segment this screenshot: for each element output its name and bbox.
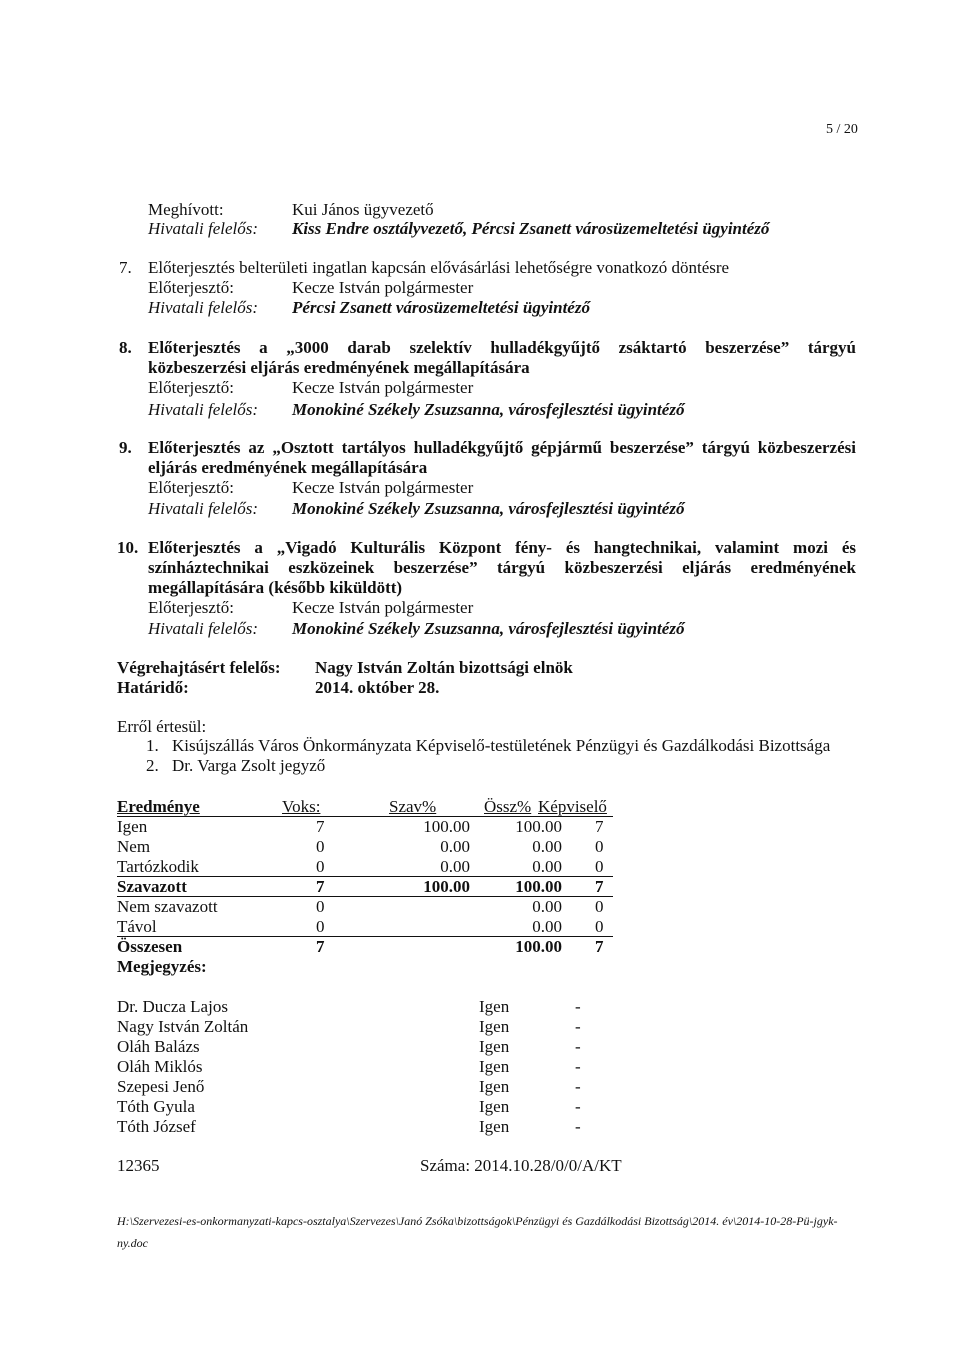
- row-voks: 7: [316, 817, 325, 836]
- row-label: Távol: [117, 917, 157, 936]
- eloterjeszto-label: Előterjesztő:: [148, 598, 234, 617]
- table-header: Szav%: [389, 797, 437, 816]
- row-label: Összesen: [117, 937, 183, 956]
- voter-extra: -: [575, 1037, 581, 1056]
- voter-name: Oláh Balázs: [117, 1037, 200, 1056]
- item-title: Előterjesztés a „3000 darab szelektív hulladékgyűjtő zsáktartó beszerzése” tárgyú: [148, 338, 856, 357]
- felelos-label: Hivatali felelős:: [148, 400, 259, 419]
- row-voks: 0: [316, 897, 325, 916]
- item-number: 8.: [119, 338, 132, 357]
- voter-name: Nagy István Zoltán: [117, 1017, 249, 1036]
- eloterjeszto-label: Előterjesztő:: [148, 478, 234, 497]
- row-ossz: 0.00: [532, 837, 562, 856]
- voter-name: Tóth Gyula: [117, 1097, 195, 1116]
- row-label: Nem szavazott: [117, 897, 218, 916]
- felelos-value: Pércsi Zsanett városüzemeltetési ügyintéző: [292, 298, 590, 317]
- hatarido-value: 2014. október 28.: [315, 678, 440, 697]
- row-kepv: 0: [595, 917, 604, 936]
- table-header: Képviselő: [538, 797, 607, 816]
- row-ossz: 100.00: [515, 937, 562, 956]
- row-label: Igen: [117, 817, 148, 836]
- table-header: Eredménye: [117, 797, 200, 816]
- eloterjeszto-value: Kecze István polgármester: [292, 278, 474, 297]
- row-label: Nem: [117, 837, 151, 856]
- voter-extra: -: [575, 997, 581, 1016]
- document-id: 12365: [117, 1156, 160, 1175]
- document-number: Száma: 2014.10.28/0/0/A/KT: [420, 1156, 622, 1175]
- voter-name: Tóth József: [117, 1117, 196, 1136]
- felelos-label: Hivatali felelős:: [148, 219, 259, 238]
- eloterjeszto-label: Előterjesztő:: [148, 378, 234, 397]
- voter-vote: Igen: [479, 1057, 510, 1076]
- row-ossz: 0.00: [532, 897, 562, 916]
- notify-number: 2.: [146, 756, 159, 775]
- footer-file-path: H:\Szervezesi-es-onkormanyzati-kapcs-osztalya\Szervezes\Janó Zsóka\bizottságok\Pénzügyi és Gazdálkodási Bizottság\2014. év\2014-10-28-Pü-jgyk-ny.doc: [117, 1214, 838, 1250]
- voter-extra: -: [575, 1057, 581, 1076]
- page-number: 5 / 20: [826, 122, 858, 137]
- row-label: Tartózkodik: [117, 857, 199, 876]
- row-kepv: 7: [595, 937, 604, 956]
- voter-vote: Igen: [479, 1017, 510, 1036]
- voter-name: Szepesi Jenő: [117, 1077, 205, 1096]
- voter-vote: Igen: [479, 1037, 510, 1056]
- vegrehajtas-value: Nagy István Zoltán bizottsági elnök: [315, 658, 573, 677]
- item-number: 7.: [119, 258, 132, 277]
- item-title: Előterjesztés a „Vigadó Kulturális Központ fény- és hangtechnikai, valamint mozi és: [148, 538, 856, 557]
- meghivott-label: Meghívott:: [148, 200, 224, 219]
- eloterjeszto-value: Kecze István polgármester: [292, 598, 474, 617]
- voter-extra: -: [575, 1097, 581, 1116]
- row-ossz: 100.00: [515, 817, 562, 836]
- item-number: 9.: [119, 438, 132, 457]
- item-title: közbeszerzési eljárás eredményének megállapítására: [148, 358, 530, 377]
- felelos-label: Hivatali felelős:: [148, 619, 259, 638]
- eloterjeszto-value: Kecze István polgármester: [292, 378, 474, 397]
- eloterjeszto-label: Előterjesztő:: [148, 278, 234, 297]
- row-voks: 0: [316, 917, 325, 936]
- notify-item: Kisújszállás Város Önkormányzata Képviselő-testületének Pénzügyi és Gazdálkodási Bizottsága: [172, 736, 831, 755]
- voter-extra: -: [575, 1017, 581, 1036]
- row-voks: 0: [316, 857, 325, 876]
- row-kepv: 0: [595, 857, 604, 876]
- felelos-value: Monokiné Székely Zsuzsanna, városfejlesztési ügyintéző: [292, 499, 685, 518]
- item-title: eljárás eredményének megállapítására: [148, 458, 428, 477]
- row-ossz: 100.00: [515, 877, 562, 896]
- row-ossz: 0.00: [532, 917, 562, 936]
- voter-vote: Igen: [479, 1117, 510, 1136]
- row-kepv: 0: [595, 837, 604, 856]
- notify-item: Dr. Varga Zsolt jegyző: [172, 756, 326, 775]
- notify-label: Erről értesül:: [117, 717, 207, 736]
- felelos-value: Monokiné Székely Zsuzsanna, városfejlesztési ügyintéző: [292, 619, 685, 638]
- row-szav: 100.00: [423, 817, 470, 836]
- item-title: Előterjesztés az „Osztott tartályos hulladékgyűjtő gépjármű beszerzése” tárgyú közbeszerzési: [148, 438, 856, 457]
- row-voks: 0: [316, 837, 325, 856]
- row-kepv: 7: [595, 817, 604, 836]
- item-title: megállapítására (később kiküldött): [148, 578, 403, 597]
- eloterjeszto-value: Kecze István polgármester: [292, 478, 474, 497]
- item-number: 10.: [117, 538, 139, 557]
- note-label: Megjegyzés:: [117, 957, 207, 976]
- meghivott-value: Kui János ügyvezető: [292, 200, 434, 219]
- row-ossz: 0.00: [532, 857, 562, 876]
- hatarido-label: Határidő:: [117, 678, 189, 697]
- voter-vote: Igen: [479, 1077, 510, 1096]
- row-kepv: 0: [595, 897, 604, 916]
- row-szav: 0.00: [440, 857, 470, 876]
- row-voks: 7: [316, 877, 325, 896]
- row-szav: 100.00: [423, 877, 470, 896]
- voter-extra: -: [575, 1117, 581, 1136]
- table-header: Össz%: [484, 797, 532, 816]
- row-szav: 0.00: [440, 837, 470, 856]
- item-title: színháztechnikai eszközeinek beszerzése” tárgyú közbeszerzési eljárás eredményének: [148, 558, 856, 577]
- table-header: Voks:: [282, 797, 321, 816]
- voter-extra: -: [575, 1077, 581, 1096]
- item-title: Előterjesztés belterületi ingatlan kapcsán elővásárlási lehetőségre vonatkozó döntésre: [148, 258, 730, 277]
- felelos-value: Monokiné Székely Zsuzsanna, városfejlesztési ügyintéző: [292, 400, 685, 419]
- felelos-label: Hivatali felelős:: [148, 298, 259, 317]
- row-kepv: 7: [595, 877, 604, 896]
- voter-vote: Igen: [479, 997, 510, 1016]
- voter-name: Dr. Ducza Lajos: [117, 997, 228, 1016]
- felelos-label: Hivatali felelős:: [148, 499, 259, 518]
- voter-vote: Igen: [479, 1097, 510, 1116]
- voter-name: Oláh Miklós: [117, 1057, 203, 1076]
- row-voks: 7: [316, 937, 325, 956]
- felelos-value: Kiss Endre osztályvezető, Pércsi Zsanett városüzemeltetési ügyintéző: [292, 219, 770, 238]
- row-label: Szavazott: [117, 877, 187, 896]
- notify-number: 1.: [146, 736, 159, 755]
- vegrehajtas-label: Végrehajtásért felelős:: [117, 658, 281, 677]
